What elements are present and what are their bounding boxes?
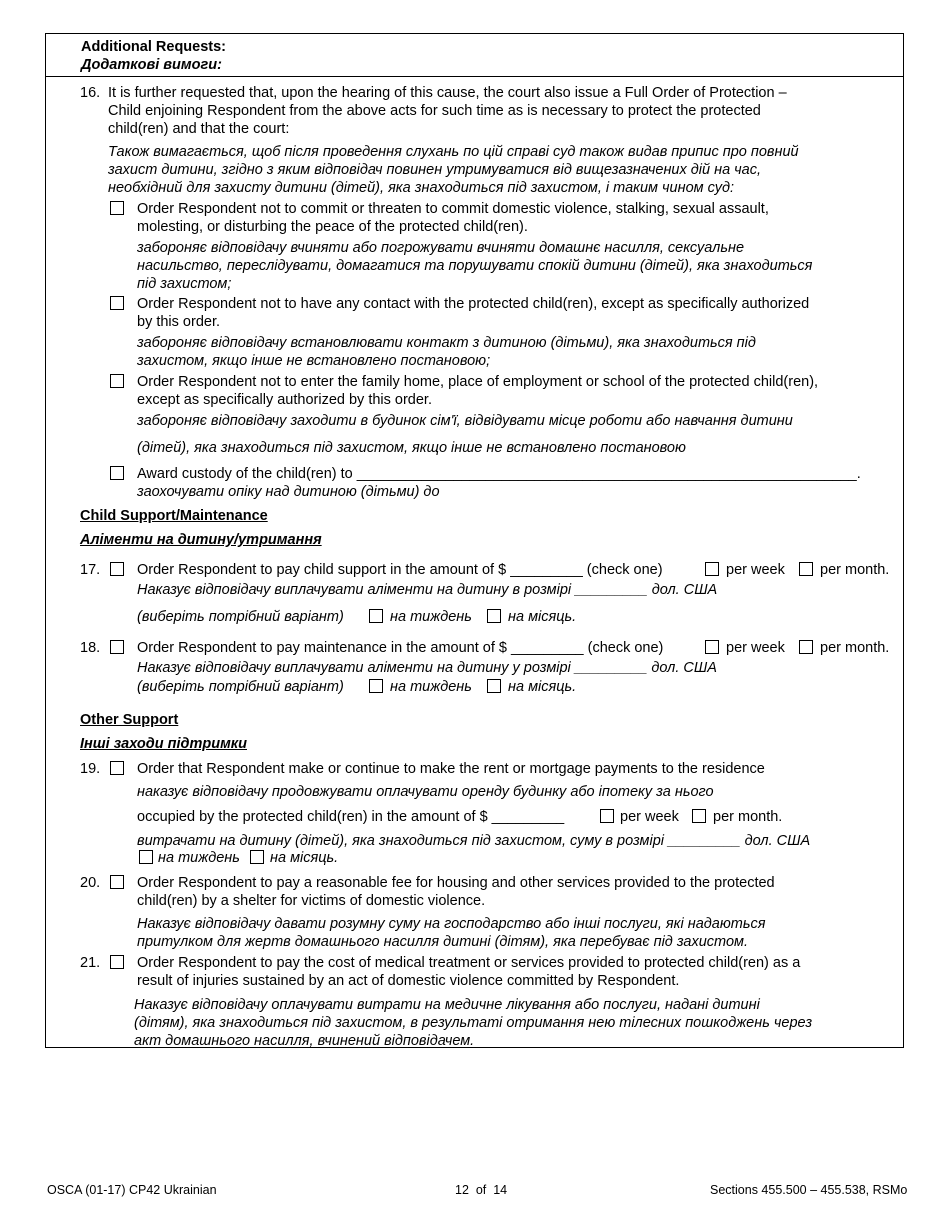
item-16c-en-line1: Order Respondent not to enter the family home, place of employment or school of the protected child(ren), — [137, 374, 819, 390]
item-19-uk-month-label: на місяць. — [270, 850, 339, 866]
item-19-uk-week-checkbox[interactable] — [139, 850, 153, 864]
item-16d-uk: заохочувати опіку над дитиною (дітьми) до — [137, 484, 440, 500]
item-16-uk-line3: необхідний для захисту дитини (дітей), яка знаходиться під захистом, і таким чином суд: — [108, 180, 734, 196]
item-17-per-month-checkbox[interactable] — [799, 562, 813, 576]
footer-form-id: OSCA (01-17) CP42 Ukrainian — [47, 1183, 217, 1197]
item-17-uk-line1: Наказує відповідачу виплачувати аліменти на дитину в розмірі _________ дол. США — [137, 582, 718, 598]
item-16b-en-line1: Order Respondent not to have any contact with the protected child(ren), except as specifically authorized — [137, 296, 810, 312]
item-18-checkbox[interactable] — [110, 640, 124, 654]
item-21-en-line1: Order Respondent to pay the cost of medical treatment or services provided to protected child(ren) as a — [137, 955, 801, 971]
item-18-per-month-checkbox[interactable] — [799, 640, 813, 654]
item-21-uk-line3: акт домашнього насилля, вчинений відповідачем. — [134, 1033, 475, 1049]
item-18-per-week-label: per week — [726, 640, 785, 656]
header-title-en: Additional Requests: — [81, 39, 227, 55]
other-support-heading-uk: Інші заходи підтримки — [80, 736, 247, 752]
item-21-number: 21. — [80, 955, 101, 971]
item-16-en-line2: Child enjoining Respondent from the above acts for such time as is necessary to protect the protected — [108, 103, 761, 119]
item-18-per-week-checkbox[interactable] — [705, 640, 719, 654]
item-18-uk-week-label: на тиждень — [390, 679, 472, 695]
item-16c-checkbox[interactable] — [110, 374, 124, 388]
item-21-uk-line2: (дітям), яка знаходиться під захистом, в результаті отримання нею тілесних пошкоджень через — [134, 1015, 813, 1031]
item-20-en-line1: Order Respondent to pay a reasonable fee for housing and other services provided to the protected — [137, 875, 775, 891]
item-17-uk-line2: (виберіть потрібний варіант) — [137, 609, 344, 625]
item-16b-uk-line2: захистом, якщо інше не встановлено постановою; — [137, 353, 491, 369]
item-16-en-line1: It is further requested that, upon the hearing of this cause, the court also issue a Full Order of Protection – — [108, 85, 787, 101]
item-17-number: 17. — [80, 562, 101, 578]
item-16-number: 16. — [80, 85, 101, 101]
item-17-uk-month-checkbox[interactable] — [487, 609, 501, 623]
item-16a-checkbox[interactable] — [110, 201, 124, 215]
item-19-uk-line1: наказує відповідачу продовжувати оплачувати оренду будинку або іпотеку за нього — [137, 784, 714, 800]
header-title-uk: Додаткові вимоги: — [81, 57, 222, 73]
item-16a-uk-line2: насильство, переслідувати, домагатися та порушувати спокій дитини (дітей), яка знаходиться — [137, 258, 813, 274]
item-17-uk-week-checkbox[interactable] — [369, 609, 383, 623]
footer-page-number: 12 of 14 — [455, 1183, 508, 1197]
item-19-uk-line2: витрачати на дитину (дітей), яка знаходиться під захистом, суму в розмірі _________ дол. США — [137, 833, 811, 849]
item-17-uk-week-label: на тиждень — [390, 609, 472, 625]
item-18-uk-month-checkbox[interactable] — [487, 679, 501, 693]
item-17-uk-month-label: на місяць. — [508, 609, 577, 625]
item-20-uk-line2: притулком для жертв домашнього насилля дитині (дітям), яка перебуває під захистом. — [137, 934, 748, 950]
item-20-checkbox[interactable] — [110, 875, 124, 889]
item-18-uk-month-label: на місяць. — [508, 679, 577, 695]
item-16a-uk-line3: під захистом; — [137, 276, 232, 292]
item-19-uk-week-label: на тиждень — [158, 850, 240, 866]
item-16d-custody-line[interactable]: Award custody of the child(ren) to ______________________________________________________________. — [137, 466, 861, 482]
item-18-per-month-label: per month. — [820, 640, 890, 656]
item-16b-uk-line1: забороняє відповідачу встановлювати контакт з дитиною (дітьми), яка знаходиться під — [137, 335, 756, 351]
item-16-uk-line2: захист дитини, згідно з яким відповідач повинен утримуватися від вищезазначених дій на час, — [108, 162, 762, 178]
item-18-en[interactable]: Order Respondent to pay maintenance in the amount of $ _________ (check one) — [137, 640, 664, 656]
item-16c-uk-line1: забороняє відповідачу заходити в будинок сім'ї, відвідувати місце роботи або навчання дитини — [137, 413, 793, 429]
item-19-en-line2[interactable]: occupied by the protected child(ren) in the amount of $ _________ — [137, 809, 565, 825]
item-20-uk-line1: Наказує відповідачу давати розумну суму на господарство або інші послуги, які надаються — [137, 916, 766, 932]
additional-requests-header — [46, 34, 903, 77]
item-18-number: 18. — [80, 640, 101, 656]
item-19-number: 19. — [80, 761, 101, 777]
item-16b-en-line2: by this order. — [137, 314, 221, 330]
item-16a-uk-line1: забороняє відповідачу вчиняти або погрожувати вчиняти домашнє насилля, сексуальне — [137, 240, 745, 256]
item-19-per-month-checkbox[interactable] — [692, 809, 706, 823]
item-16c-en-line2: except as specifically authorized by this order. — [137, 392, 432, 408]
child-support-heading-en: Child Support/Maintenance — [80, 508, 268, 524]
item-20-en-line2: child(ren) by a shelter for victims of domestic violence. — [137, 893, 486, 909]
item-19-per-month-label: per month. — [713, 809, 783, 825]
item-16-uk-line1: Також вимагається, щоб після проведення слухань по цій справі суд також видав припис про повний — [108, 144, 799, 160]
item-18-uk-line1: Наказує відповідачу виплачувати аліменти на дитину у розмірі _________ дол. США — [137, 660, 717, 676]
item-18-uk-week-checkbox[interactable] — [369, 679, 383, 693]
item-18-uk-line2: (виберіть потрібний варіант) — [137, 679, 344, 695]
item-16b-checkbox[interactable] — [110, 296, 124, 310]
item-17-checkbox[interactable] — [110, 562, 124, 576]
item-16d-checkbox[interactable] — [110, 466, 124, 480]
item-16c-uk-line2: (дітей), яка знаходиться під захистом, якщо інше не встановлено постановою — [137, 440, 686, 456]
item-20-number: 20. — [80, 875, 101, 891]
item-17-per-month-label: per month. — [820, 562, 890, 578]
other-support-heading-en: Other Support — [80, 712, 179, 728]
item-19-per-week-label: per week — [620, 809, 679, 825]
item-17-per-week-label: per week — [726, 562, 785, 578]
item-19-checkbox[interactable] — [110, 761, 124, 775]
item-17-en[interactable]: Order Respondent to pay child support in the amount of $ _________ (check one) — [137, 562, 663, 578]
item-19-uk-month-checkbox[interactable] — [250, 850, 264, 864]
footer-statute-ref: Sections 455.500 – 455.538, RSMo — [710, 1183, 908, 1197]
item-21-en-line2: result of injuries sustained by an act of domestic violence committed by Respondent. — [137, 973, 680, 989]
item-19-per-week-checkbox[interactable] — [600, 809, 614, 823]
item-21-uk-line1: Наказує відповідачу оплачувати витрати на медичне лікування або послуги, надані дитині — [134, 997, 760, 1013]
item-16a-en-line1: Order Respondent not to commit or threaten to commit domestic violence, stalking, sexual assault, — [137, 201, 769, 217]
child-support-heading-uk: Аліменти на дитину/утримання — [80, 532, 322, 548]
item-16-en-line3: child(ren) and that the court: — [108, 121, 290, 137]
item-21-checkbox[interactable] — [110, 955, 124, 969]
item-17-per-week-checkbox[interactable] — [705, 562, 719, 576]
item-16a-en-line2: molesting, or disturbing the peace of the protected child(ren). — [137, 219, 528, 235]
item-19-en-line1: Order that Respondent make or continue to make the rent or mortgage payments to the residence — [137, 761, 765, 777]
